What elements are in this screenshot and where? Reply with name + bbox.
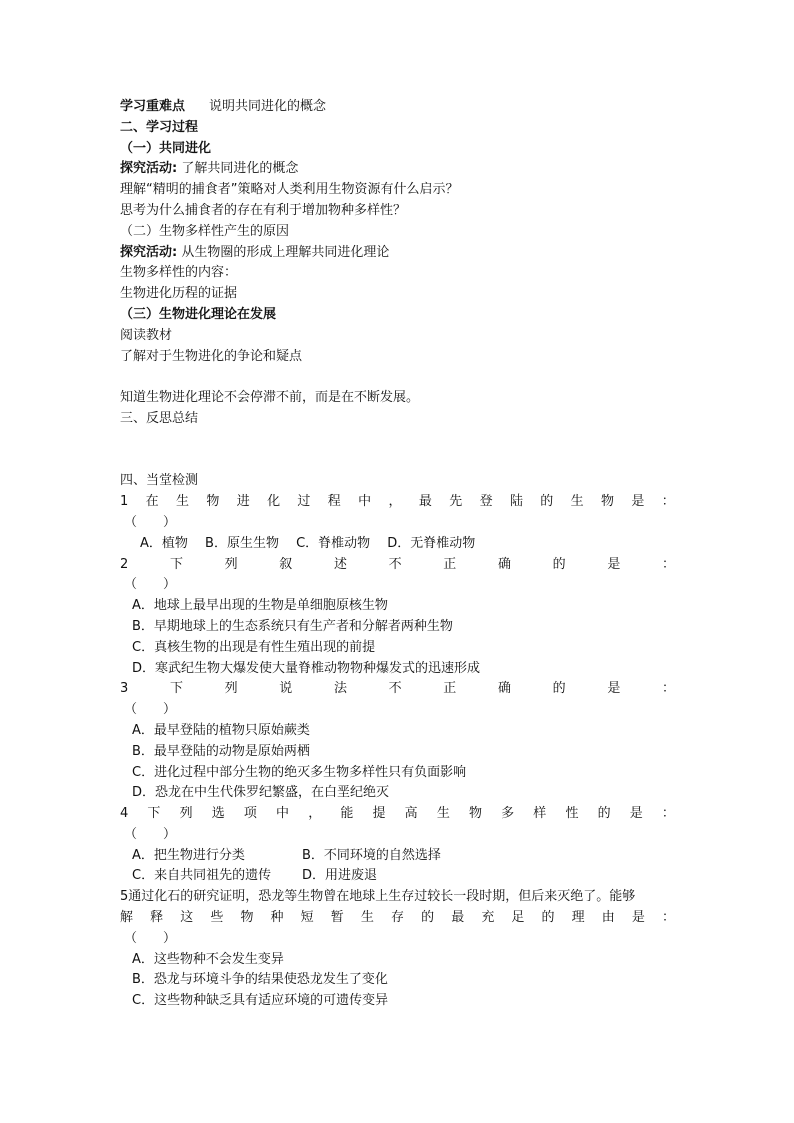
stem-char: 性 [565, 806, 579, 822]
stem-char: 述 [333, 556, 347, 572]
q3-stem [120, 679, 675, 700]
stem-char: 这 [180, 910, 194, 926]
stem-char: 列 [224, 556, 238, 572]
q5-stem [120, 908, 675, 929]
q4-paren: （ ） [124, 826, 177, 842]
part1-title: （一）共同进化 [120, 140, 212, 156]
q5-option-c: C．这些物种缺乏具有适应环境的可遗传变异 [132, 993, 389, 1009]
q4-option-d: D．用进废退 [302, 868, 378, 884]
stem-char: 法 [333, 681, 347, 697]
stem-char: 正 [443, 556, 457, 572]
stem-char: 4 [120, 806, 129, 822]
stem-char: 说 [279, 681, 293, 697]
stem-char: 确 [497, 681, 511, 697]
part3-line-1: 阅读教材 [120, 327, 173, 343]
q4-options-row-2 [120, 866, 675, 887]
stem-char: 列 [224, 681, 238, 697]
stem-char: 先 [449, 494, 463, 510]
stem-char: 样 [533, 806, 547, 822]
q4-options-row-1 [120, 846, 675, 867]
worksheet-page [120, 97, 675, 1012]
part2-line-2: 生物进化历程的证据 [120, 286, 238, 302]
q2-option-d: D．寒武纪生物大爆发使大量脊椎动物物种爆发式的迅速形成 [132, 660, 481, 676]
stem-char: 生 [360, 910, 374, 926]
q2-option-a: A．地球上最早出现的生物是单细胞原核生物 [132, 598, 388, 614]
stem-char: 1 [120, 494, 129, 510]
q1-paren: （ ） [124, 514, 177, 530]
focus-text: 说明共同进化的概念 [209, 99, 327, 114]
q5-option-b: B．恐龙与环境斗争的结果使恐龙发生了变化 [132, 972, 388, 988]
part2-line-1: 生物多样性的内容： [120, 265, 238, 281]
stem-char: 的 [552, 556, 566, 572]
stem-char: 项 [243, 806, 257, 822]
stem-char: 存 [390, 910, 404, 926]
stem-char: 是 [607, 556, 621, 572]
stem-char: 能 [340, 806, 354, 822]
stem-char: 解 [120, 910, 134, 926]
stem-char: 不 [388, 556, 402, 572]
q1-options: A．植物 B．原生生物 C．脊椎动物 D．无脊椎动物 [140, 535, 476, 551]
stem-char: 物 [240, 910, 254, 926]
q5-option-a: A．这些物种不会发生变异 [132, 951, 284, 967]
stem-char: 释 [150, 910, 164, 926]
stem-char: 中 [358, 494, 372, 510]
stem-char: 暂 [330, 910, 344, 926]
q3-option-c: C．进化过程中部分生物的绝灭多生物多样性只有负面影响 [132, 764, 467, 780]
stem-char: 理 [571, 910, 585, 926]
q3-paren: （ ） [124, 702, 177, 718]
q4-option-c: C．来自共同祖先的遗传 [132, 868, 272, 884]
stem-char: 物 [601, 494, 615, 510]
q3-option-d: D．恐龙在中生代侏罗纪繁盛，在白垩纪绝灭 [132, 785, 390, 801]
stem-char: 的 [541, 910, 555, 926]
stem-char: 是 [631, 910, 645, 926]
stem-char: 下 [169, 556, 183, 572]
stem-char: ： [661, 494, 675, 510]
part1-question-1: 理解“精明的捕食者”策略对人类利用生物资源有什么启示？ [120, 182, 459, 198]
stem-char: ： [661, 681, 675, 697]
focus-line [120, 97, 675, 118]
stem-char: 叙 [279, 556, 293, 572]
stem-char: 在 [145, 494, 159, 510]
stem-char: 生 [175, 494, 189, 510]
stem-char: 充 [481, 910, 495, 926]
part2-activity [120, 243, 675, 264]
q3-option-a: A．最早登陆的植物只原始蕨类 [132, 722, 310, 738]
q4-option-b: B．不同环境的自然选择 [302, 847, 441, 863]
section3-title: 三、反思总结 [120, 410, 199, 426]
stem-char: 过 [297, 494, 311, 510]
stem-char: 短 [300, 910, 314, 926]
stem-char: 不 [388, 681, 402, 697]
stem-char: 化 [267, 494, 281, 510]
stem-char: 进 [236, 494, 250, 510]
stem-char: 下 [169, 681, 183, 697]
stem-char: ： [661, 910, 675, 926]
stem-char: 最 [451, 910, 465, 926]
part3-line-2: 了解对于生物进化的争论和疑点 [120, 348, 303, 364]
section2-title: 二、学习过程 [120, 119, 199, 135]
q1-stem [120, 492, 675, 513]
stem-char: ： [661, 556, 675, 572]
stem-char: 是 [629, 806, 643, 822]
stem-char: 选 [211, 806, 225, 822]
stem-char: 列 [179, 806, 193, 822]
part1-activity-label: 探究活动: [120, 161, 178, 177]
q5-paren: （ ） [124, 930, 177, 946]
stem-char: 高 [404, 806, 418, 822]
stem-char: 最 [418, 494, 432, 510]
stem-char: 2 [120, 556, 129, 572]
part2-activity-text: 从生物圈的形成上理解共同进化理论 [181, 244, 390, 260]
stem-char: 由 [601, 910, 615, 926]
stem-char: 生 [570, 494, 584, 510]
part1-question-2: 思考为什么捕食者的存在有利于增加物种多样性？ [120, 202, 407, 218]
q2-paren: （ ） [124, 577, 177, 593]
stem-char: 物 [206, 494, 220, 510]
focus-label: 学习重难点 [120, 99, 186, 114]
stem-char: 提 [372, 806, 386, 822]
stem-char: 的 [597, 806, 611, 822]
stem-char: 的 [540, 494, 554, 510]
stem-char: 登 [479, 494, 493, 510]
q2-option-b: B．早期地球上的生态系统只有生产者和分解者两种生物 [132, 618, 453, 634]
stem-char: 是 [631, 494, 645, 510]
part1-activity [120, 159, 675, 180]
q3-option-b: B．最早登陆的动物是原始两栖 [132, 743, 310, 759]
stem-char: 的 [421, 910, 435, 926]
stem-char: ， [308, 806, 322, 822]
stem-char: ： [661, 806, 675, 822]
stem-char: 陆 [509, 494, 523, 510]
part2-title: （二）生物多样性产生的原因 [120, 223, 290, 239]
stem-char: 些 [210, 910, 224, 926]
part3-title: （三）生物进化理论在发展 [120, 306, 277, 322]
part2-activity-label: 探究活动: [120, 244, 178, 260]
stem-char: 种 [270, 910, 284, 926]
stem-char: 多 [501, 806, 515, 822]
part3-line-3: 知道生物进化理论不会停滞不前，而是在不断发展。 [120, 390, 420, 406]
q4-option-a: A．把生物进行分类 [132, 847, 245, 863]
q4-stem [120, 804, 675, 825]
stem-char: 正 [443, 681, 457, 697]
stem-char: 的 [552, 681, 566, 697]
stem-char: 生 [436, 806, 450, 822]
q2-stem [120, 555, 675, 576]
stem-char: 是 [607, 681, 621, 697]
stem-char: 足 [511, 910, 525, 926]
q5-line-1: 5通过化石的研究证明，恐龙等生物曾在地球上生存过较长一段时期，但后来灭绝了。能够 [120, 889, 636, 905]
stem-char: 程 [327, 494, 341, 510]
stem-char: ， [388, 494, 402, 510]
q2-option-c: C．真核生物的出现是有性生殖出现的前提 [132, 639, 376, 655]
stem-char: 中 [276, 806, 290, 822]
section4-title: 四、当堂检测 [120, 473, 199, 489]
stem-char: 物 [468, 806, 482, 822]
part1-activity-text: 了解共同进化的概念 [181, 161, 299, 177]
stem-char: 确 [497, 556, 511, 572]
stem-char: 3 [120, 681, 129, 697]
stem-char: 下 [147, 806, 161, 822]
